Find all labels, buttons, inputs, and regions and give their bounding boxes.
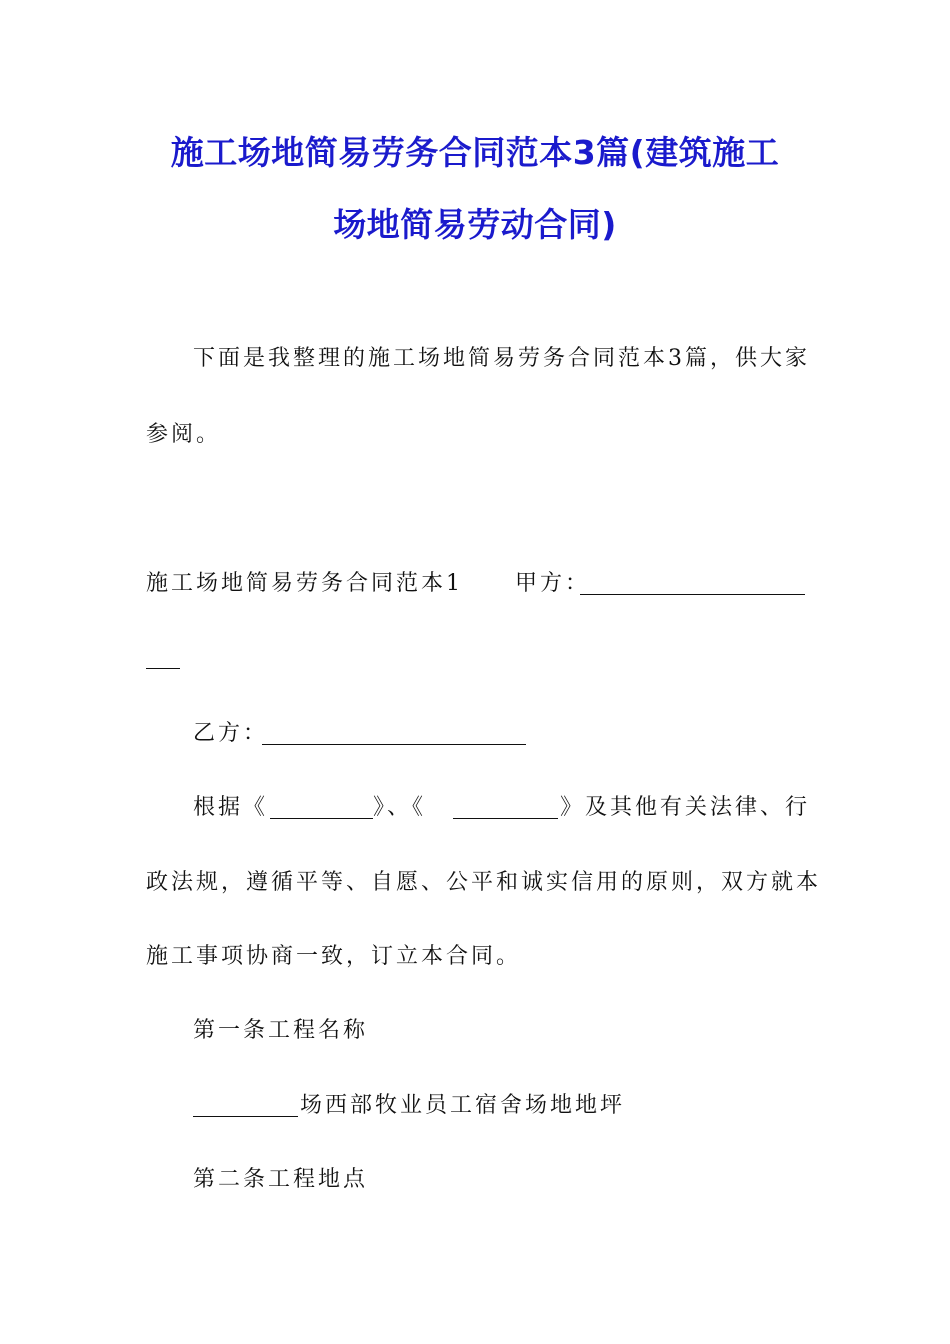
party-a-blank[interactable] (580, 576, 805, 595)
party-b-blank[interactable] (262, 726, 526, 745)
article-2-title: 第二条工程地点 (193, 1167, 369, 1192)
law-name-blank-1[interactable] (270, 800, 373, 819)
basis-line-2: 政法规，遵循平等、自愿、公平和诚实信用的原则，双方就本 (146, 870, 822, 895)
party-a-blank-continued[interactable] (146, 650, 180, 669)
basis-mid: 》、《 (373, 795, 427, 820)
basis-prefix: 根据《 (193, 795, 269, 820)
intro-paragraph-line-1: 下面是我整理的施工场地简易劳务合同范本3篇，供大家 (193, 346, 810, 371)
basis-suffix: 》及其他有关法律、行 (560, 795, 811, 820)
document-title-line-2: 场地简易劳动合同) (333, 205, 617, 244)
document-title-line-1: 施工场地简易劳务合同范本3篇(建筑施工 (170, 133, 780, 172)
contract-heading-row (146, 569, 590, 599)
law-name-blank-2[interactable] (453, 800, 558, 819)
intro-paragraph-line-2: 参阅。 (146, 422, 222, 447)
party-a-label: 甲方： (515, 571, 591, 596)
party-b-label: 乙方： (193, 721, 269, 746)
basis-line-3: 施工事项协商一致，订立本合同。 (146, 944, 522, 969)
project-name-blank[interactable] (193, 1098, 298, 1117)
contract-heading: 施工场地简易劳务合同范本1 (146, 571, 463, 596)
article-1-text: 场西部牧业员工宿舍场地地坪 (300, 1093, 626, 1118)
article-1-title: 第一条工程名称 (193, 1018, 369, 1043)
